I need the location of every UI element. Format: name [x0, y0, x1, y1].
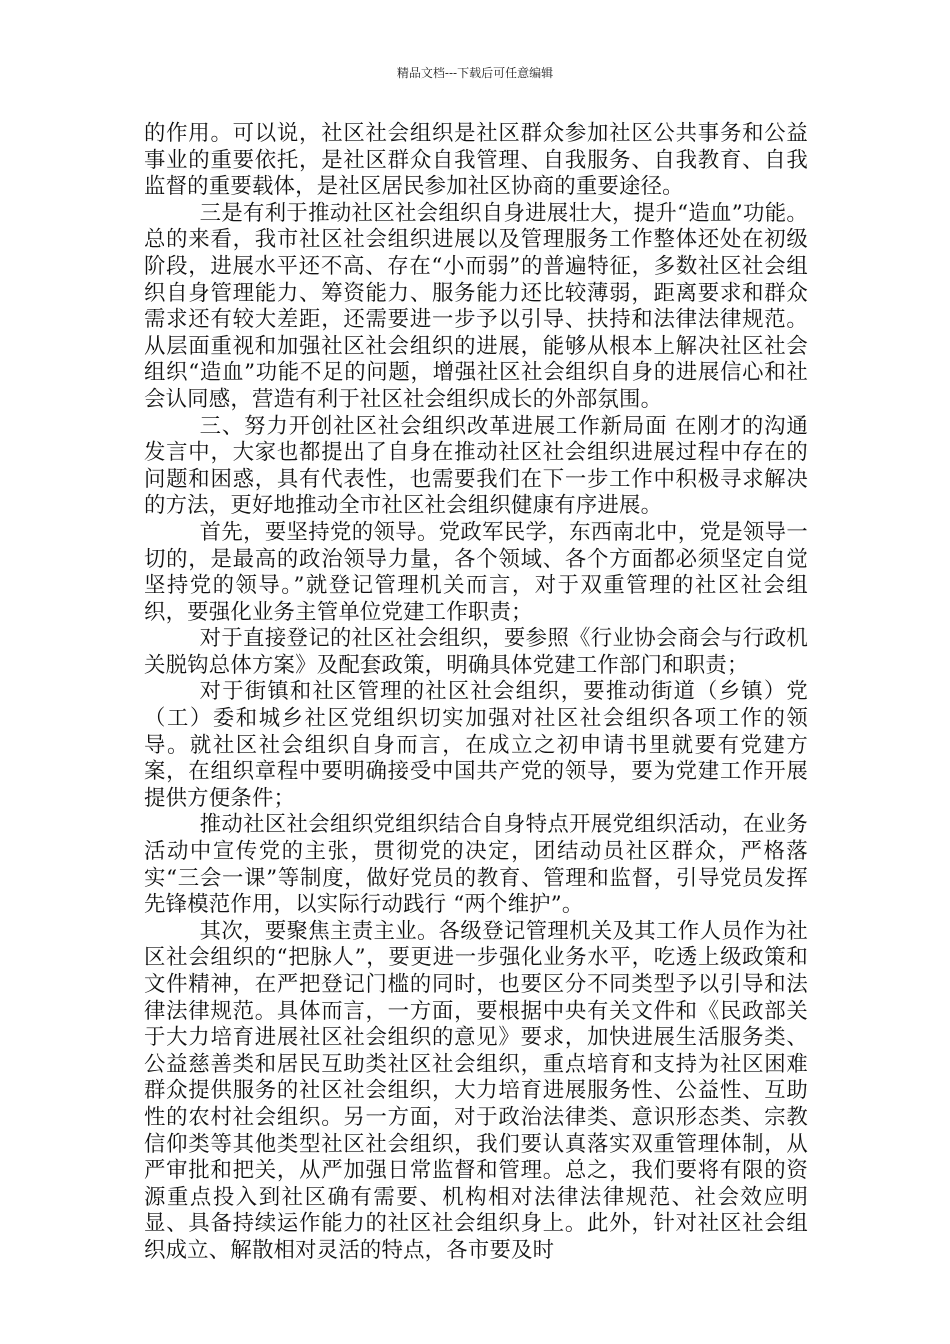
page-header: 精品文档---下载后可任意编辑: [396, 66, 554, 80]
paragraph-2: 三是有利于推动社区社会组织自身进展壮大，提升“造血”功能。总的来看，我市社区社会组织进展以及管理服务工作整体还处在初级阶段，进展水平还不高、存在“小而弱”的普遍特征，多数社区社会组织自身管理能力、筹资能力、服务能力还比较薄弱，距离要求和群众需求还有较大差距，还需要进一步予以引导、扶持和法律法律规范。从层面重视和加强社区社会组织的进展，能够从根本上解决社区社会组织“造血”功能不足的问题，增强社区社会组织自身的进展信心和社会认同感，营造有利于社区社会组织成长的外部氛围。: [144, 200, 808, 412]
paragraph-6: 对于街镇和社区管理的社区社会组织，要推动街道（乡镇）党（工）委和城乡社区党组织切实加强对社区社会组织各项工作的领导。就社区社会组织自身而言，在成立之初申请书里就要有党建方案，在组织章程中要明确接受中国共产党的领导，要为党建工作开展提供方便条件；: [144, 679, 808, 811]
paragraph-1: 的作用。可以说，社区社会组织是社区群众参加社区公共事务和公益事业的重要依托，是社区群众自我管理、自我服务、自我教育、自我监督的重要载体，是社区居民参加社区协商的重要途径。: [144, 121, 808, 200]
paragraph-7: 推动社区社会组织党组织结合自身特点开展党组织活动，在业务活动中宣传党的主张，贯彻党的决定，团结动员社区群众，严格落实“三会一课”等制度，做好党员的教育、管理和监督，引导党员发挥先锋模范作用，以实际行动践行 “两个维护”。: [144, 812, 808, 918]
document-body: [144, 121, 808, 1265]
paragraph-8: 其次，要聚焦主责主业。各级登记管理机关及其工作人员作为社区社会组织的“把脉人”，要更进一步强化业务水平，吃透上级政策和文件精神，在严把登记门槛的同时，也要区分不同类型予以引导和法律法律规范。具体而言，一方面，要根据中央有关文件和《民政部关于大力培育进展社区社会组织的意见》要求，加快进展生活服务类、公益慈善类和居民互助类社区社会组织，重点培育和支持为社区困难群众提供服务的社区社会组织，大力培育进展服务性、公益性、互助性的农村社会组织。另一方面，对于政治法律类、意识形态类、宗教信仰类等其他类型社区社会组织，我们要认真落实双重管理体制，从严审批和把关，从严加强日常监督和管理。总之，我们要将有限的资源重点投入到社区确有需要、机构相对法律法律规范、社会效应明显、具备持续运作能力的社区社会组织身上。此外，针对社区社会组织成立、解散相对灵活的特点，各市要及时: [144, 918, 808, 1263]
paragraph-4: 首先，要坚持党的领导。党政军民学，东西南北中，党是领导一切的，是最高的政治领导力量，各个领域、各个方面都必须坚定自觉坚持党的领导。”就登记管理机关而言，对于双重管理的社区社会组织，要强化业务主管单位党建工作职责；: [144, 519, 808, 625]
paragraph-3: 三、努力开创社区社会组织改革进展工作新局面 在刚才的沟通发言中，大家也都提出了自身在推动社区社会组织进展过程中存在的问题和困惑，具有代表性，也需要我们在下一步工作中积极寻求解决的方法，更好地推动全市社区社会组织健康有序进展。: [144, 413, 808, 519]
paragraph-5: 对于直接登记的社区社会组织，要参照《行业协会商会与行政机关脱钩总体方案》及配套政策，明确具体党建工作部门和职责；: [144, 626, 808, 678]
